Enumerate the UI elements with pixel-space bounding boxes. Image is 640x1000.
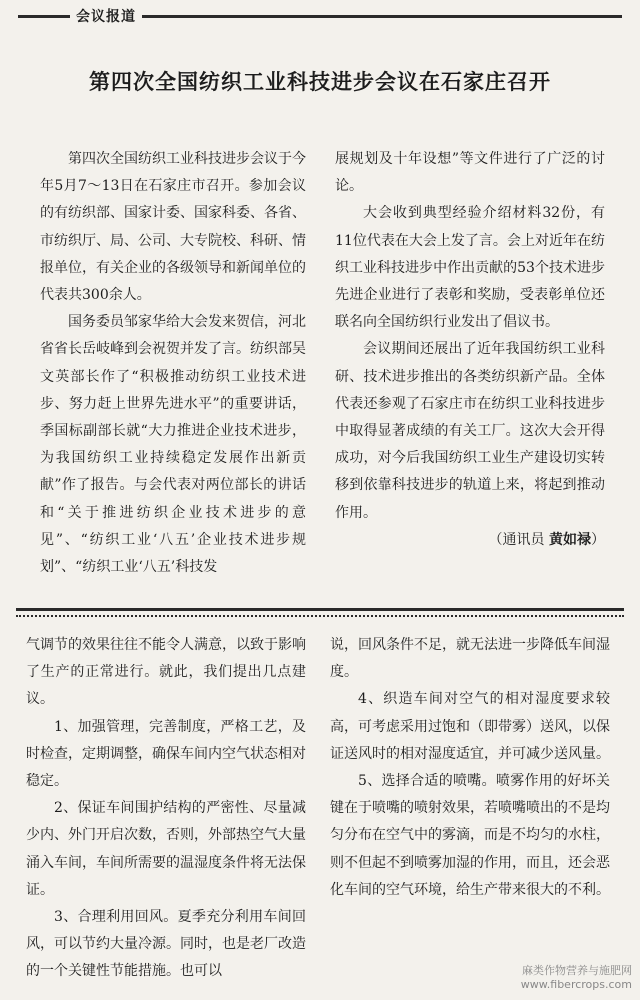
lower-paragraph: 3、合理利用回风。夏季充分利用车间回风，可以节约大量冷源。同时，也是老厂改造的一个关键性节能措施。也可以 xyxy=(26,909,306,980)
lower-right-column xyxy=(330,632,610,904)
byline-name: 黄如禄 xyxy=(549,531,591,548)
watermark xyxy=(521,964,632,992)
article-title: 第四次全国纺织工业科技进步会议在石家庄召开 xyxy=(89,69,551,94)
section-label: 会议报道 xyxy=(70,6,142,26)
section-separator-rule xyxy=(16,608,624,611)
article-paragraph: 大会收到典型经验介绍材料32份，有11位代表在大会上发了言。会上对近年在纺织工业科技进步中作出贡献的53个技术进步先进企业进行了表彰和奖励，受表彰单位还联名向全国纺织行业发出了倡议书。 xyxy=(335,205,605,331)
article-paragraph: 会议期间还展出了近年我国纺织工业科研、技术进步推出的各类纺织新产品。全体代表还参观了石家庄市在纺织工业科技进步中取得显著成绩的有关工厂。这次大会开得成功，对今后我国纺织工业生产建设切实转移到依靠科技进步的轨道上来，将起到推动作用。 xyxy=(335,341,605,521)
lower-paragraph: 5、选择合适的喷嘴。喷雾作用的好坏关键在于喷嘴的喷射效果，若喷嘴喷出的不是均匀分布在空气中的雾滴，而是不均匀的水柱，则不但起不到喷雾加湿的作用，而且，还会恶化车间的空气环境，给生产带来很大的不利。 xyxy=(330,773,610,898)
section-separator-dots xyxy=(16,615,624,617)
lower-left-column xyxy=(26,632,306,986)
article-paragraph: 国务委员邹家华给大会发来贺信，河北省省长岳岐峰到会祝贺并发了言。纺织部吴文英部长作了“积极推动纺织工业技术进步、努力赶上世界先进水平”的重要讲话，季国标副部长就“大力推进企业技术进步，为我国纺织工业持续稳定发展作出新贡献”作了报告。与会代表对两位部长的讲话和“关于推进纺织企业技术进步的意见”、“纺织工业‘八五’企业技术进步规划”、“纺织工业‘八五’科技发 xyxy=(40,314,306,576)
article-left-column xyxy=(40,146,306,581)
lower-paragraph: 说，回风条件不足，就无法进一步降低车间湿度。 xyxy=(330,637,610,681)
watermark-line-1: 麻类作物营养与施肥网 xyxy=(522,964,632,977)
article-paragraph: 展规划及十年设想”等文件进行了广泛的讨论。 xyxy=(335,151,605,195)
article-paragraph: 第四次全国纺织工业科技进步会议于今年5月7～13日在石家庄市召开。参加会议的有纺织部、国家计委、国家科委、各省、市纺织厅、局、公司、大专院校、科研、情报单位，有关企业的各级领导和新闻单位的代表共300余人。 xyxy=(40,151,306,304)
lower-paragraph: 气调节的效果往往不能令人满意，以致于影响了生产的正常进行。就此，我们提出几点建议。 xyxy=(26,637,306,708)
lower-paragraph: 2、保证车间围护结构的严密性、尽量减少内、外门开启次数，否则，外部热空气大量涌入车间，车间所需要的温湿度条件将无法保证。 xyxy=(26,800,306,898)
lower-paragraph: 1、加强管理，完善制度，严格工艺，及时检查，定期调整，确保车间内空气状态相对稳定。 xyxy=(26,718,306,790)
article-right-column xyxy=(335,146,605,554)
byline-suffix: ） xyxy=(591,531,605,548)
watermark-line-2: www.fibercrops.com xyxy=(520,978,632,991)
byline xyxy=(335,527,605,554)
lower-paragraph: 4、织造车间对空气的相对湿度要求较高，可考虑采用过饱和（即带雾）送风，以保证送风时的相对湿度适宜，并可减少送风量。 xyxy=(330,691,610,762)
byline-prefix: （通讯员 xyxy=(488,531,545,548)
